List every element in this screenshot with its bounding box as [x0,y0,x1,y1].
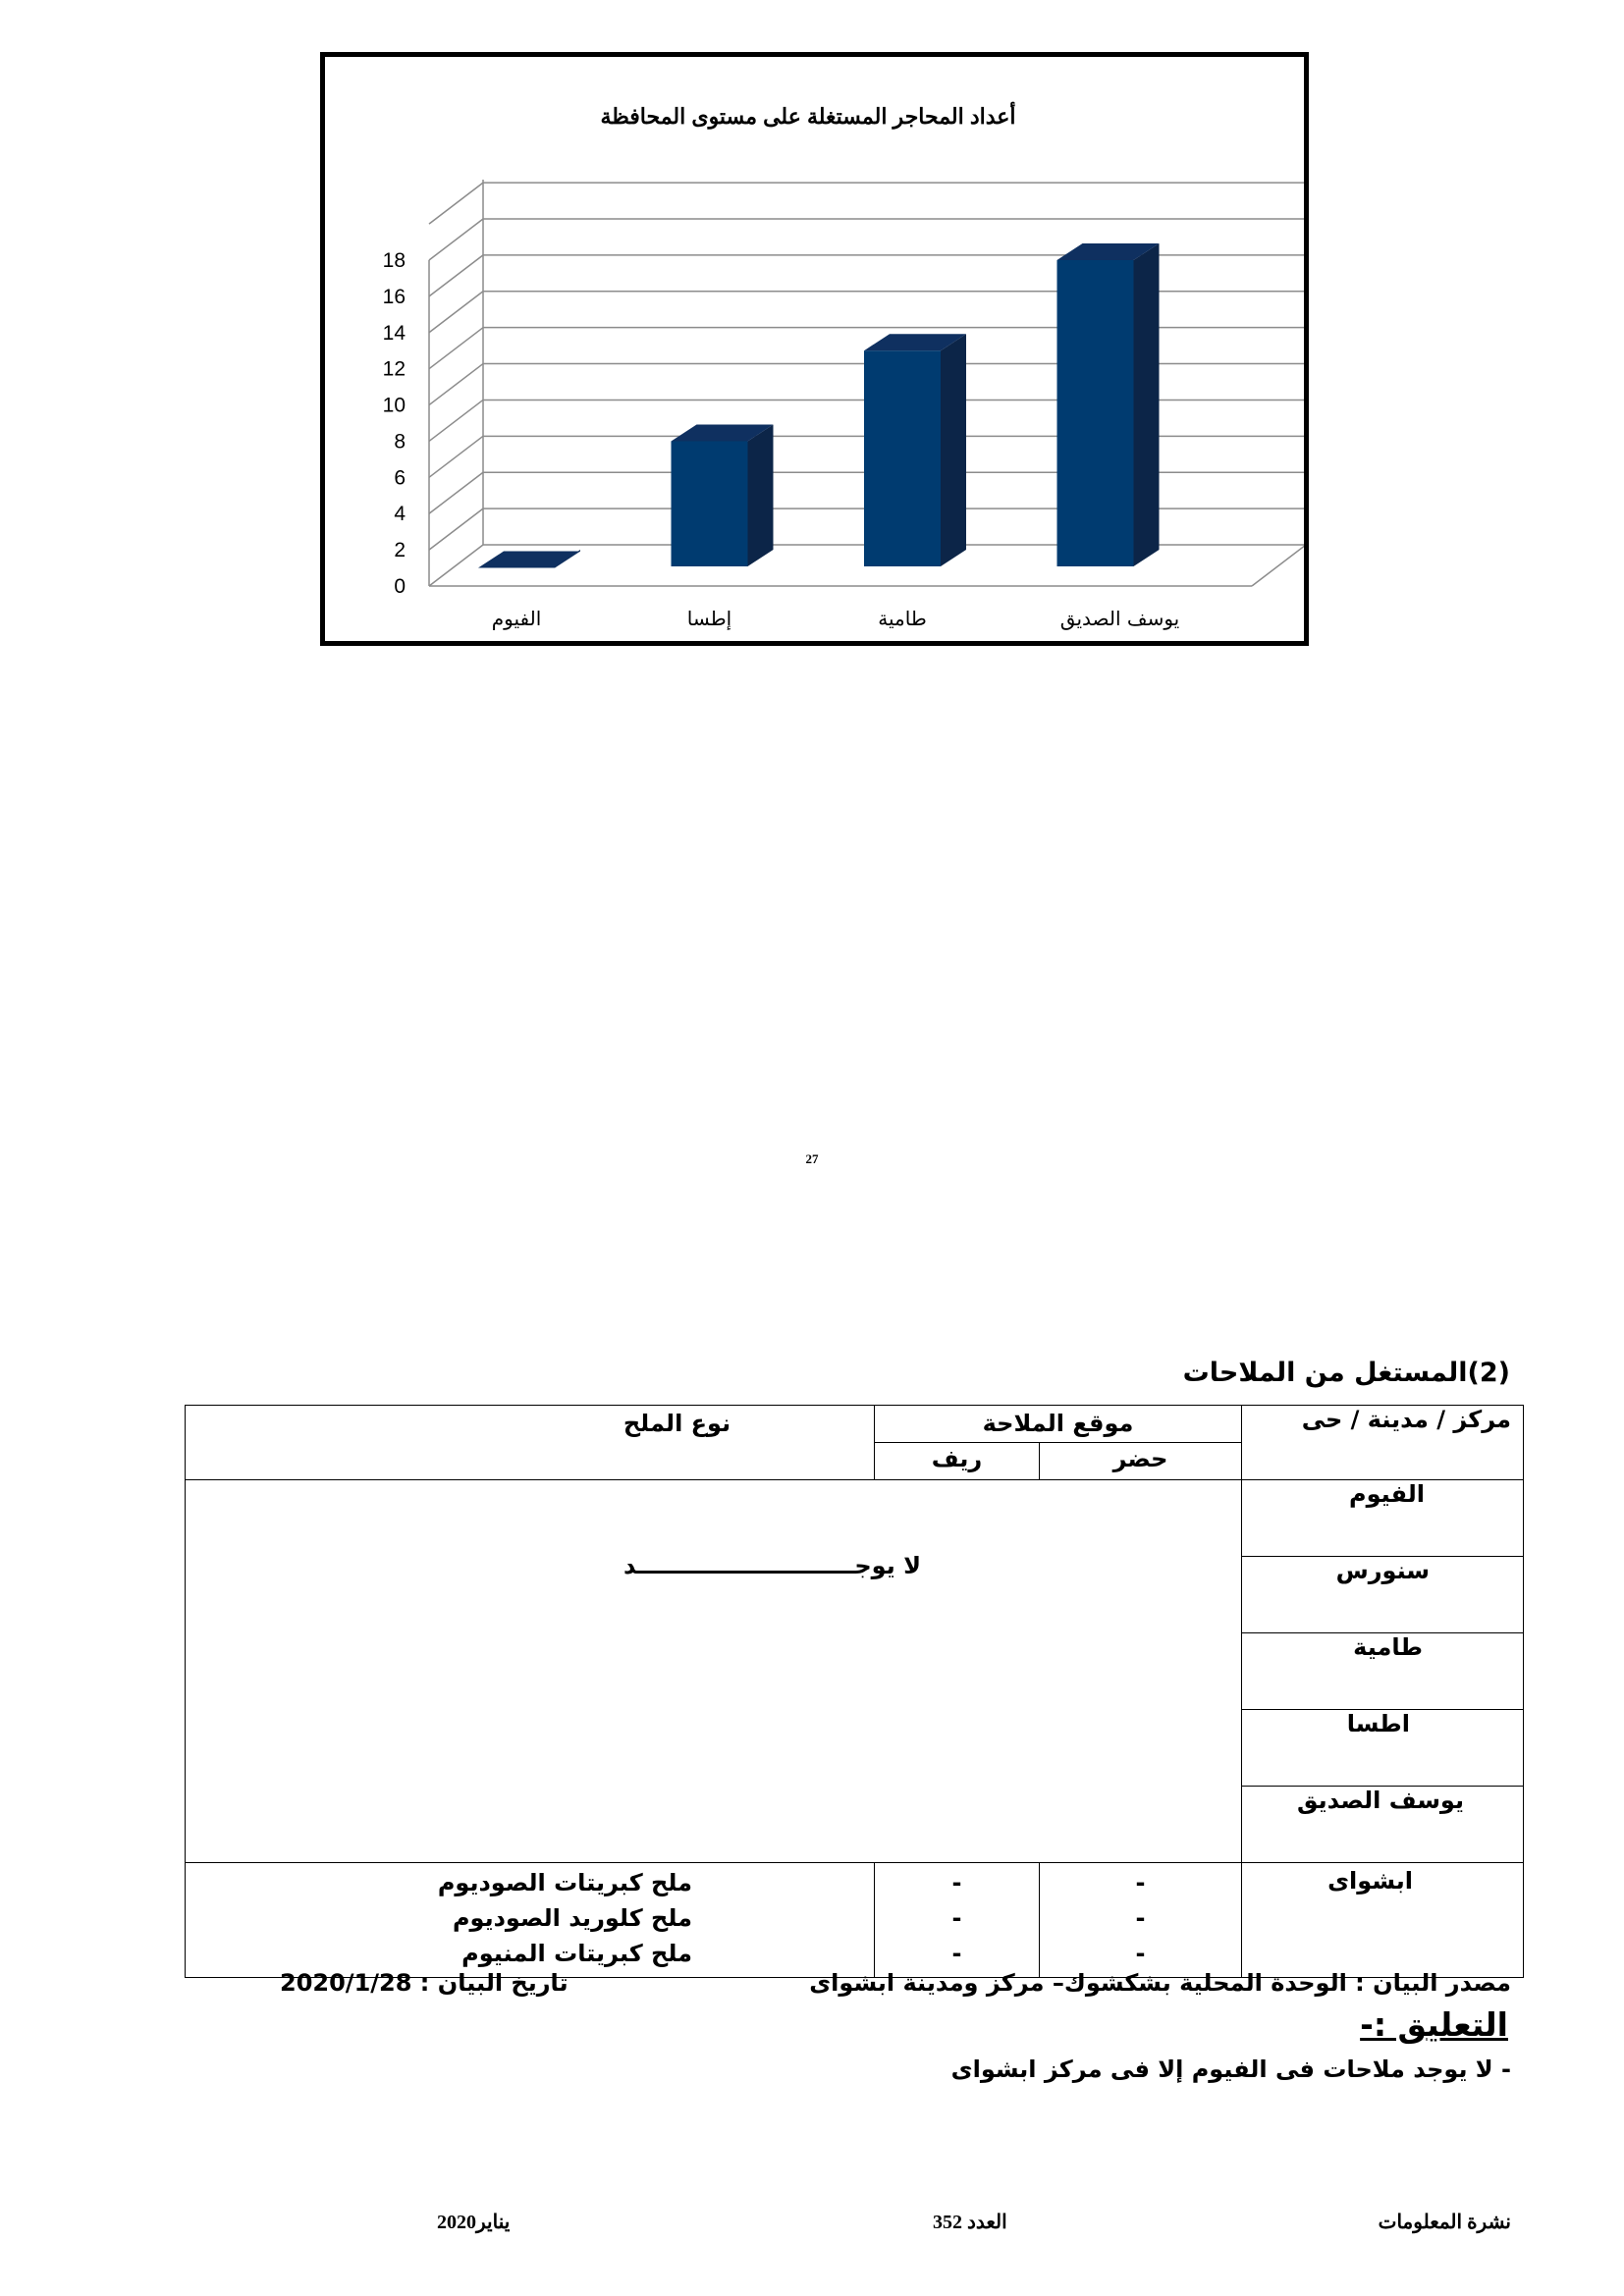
gridline-diagonal [429,364,483,405]
y-axis-ticks [383,249,406,598]
comment-text: - لا يوجد ملاحات فى الفيوم إلا فى مركز ابشواى [950,2056,1511,2083]
x-tick-label: إطسا [686,607,732,630]
y-tick-label: 6 [394,466,406,490]
data-date: تاريخ البيان : 2020/1/28 [280,1969,568,1997]
bar [672,441,748,566]
y-tick-label: 4 [394,503,406,526]
x-axis-labels [492,607,1180,631]
salt-type: ملح كبريتات الصوديوم [437,1869,692,1896]
district-cell: سنورس [1242,1557,1524,1633]
header-salt-type: نوع الملح [186,1406,875,1480]
chart-bars [478,243,1160,568]
bar [864,350,941,566]
data-source: مصدر البيان : الوحدة المحلية بشكشوك– مركز ومدينة ابشواى [809,1969,1511,1997]
district-cell: يوسف الصديق [1242,1787,1524,1863]
gridline-diagonal [429,436,483,477]
footer-date: يناير2020 [437,2212,511,2233]
district-cell: طامية [1242,1633,1524,1710]
gridline-diagonal [429,472,483,513]
rural-value: - [951,1940,962,1967]
salt-type: ملح كلوريد الصوديوم [452,1904,692,1932]
gridline-diagonal [429,328,483,369]
floor-side-edge [1252,545,1304,586]
gridline-diagonal [429,400,483,441]
salt-types-cell [186,1863,875,1978]
comment-heading: التعليق :- [1360,2005,1508,2044]
page-number: 27 [805,1151,819,1166]
gridline-diagonal [429,292,483,333]
bar-top [478,552,580,568]
header-district: مركز / مدينة / حى [1242,1406,1524,1480]
bar-side [1134,243,1160,566]
none-cell: لا يوجـــــــــــــــــــــــــــد [186,1480,1242,1863]
y-tick-label: 12 [382,357,406,381]
y-tick-label: 10 [382,394,406,417]
district-cell: الفيوم [1242,1480,1524,1557]
y-tick-label: 16 [382,285,406,308]
salt-flats-table [185,1405,1524,1978]
rural-cell [875,1863,1040,1978]
y-tick-label: 0 [394,575,406,598]
gridline-diagonal [429,508,483,550]
rural-value: - [951,1904,962,1932]
gridline-diagonal [429,219,483,260]
y-tick-label: 2 [394,539,406,562]
bar-side [941,334,966,566]
bar-side [748,424,774,566]
bar [1057,260,1134,566]
header-row [186,1406,1524,1443]
chart-canvas [325,57,1304,641]
gridline-diagonal [429,255,483,296]
urban-value: - [1135,1869,1146,1896]
gridline-diagonal [429,545,483,586]
x-tick-label: يوسف الصديق [1059,607,1180,630]
section-title: (2)المستغل من الملاحات [1182,1358,1510,1388]
gridline-diagonal [429,183,483,224]
chart-title: أعداد المحاجر المستغلة على مستوى المحافظة [600,104,1016,129]
x-tick-label: طامية [878,607,927,630]
quarries-chart [320,52,1309,646]
y-tick-label: 8 [394,430,406,454]
urban-value: - [1135,1904,1146,1932]
x-tick-label: الفيوم [491,607,542,630]
urban-cell [1040,1863,1242,1978]
district-cell: ابشواى [1242,1863,1524,1978]
header-location: موقع الملاحة [875,1406,1242,1443]
rural-value: - [951,1869,962,1896]
table-row [186,1480,1524,1557]
salt-type: ملح كبريتات المنيوم [461,1940,692,1967]
footer-issue: العدد 352 [933,2212,1007,2233]
header-urban: حضر [1040,1443,1242,1480]
footer-publication: نشرة المعلومات [1378,2212,1511,2233]
urban-value: - [1135,1940,1146,1967]
y-tick-label: 14 [382,321,406,345]
y-tick-label: 18 [382,249,406,272]
table-row-ibshaway [186,1863,1524,1978]
header-rural: ريف [875,1443,1040,1480]
district-cell: اطسا [1242,1710,1524,1787]
